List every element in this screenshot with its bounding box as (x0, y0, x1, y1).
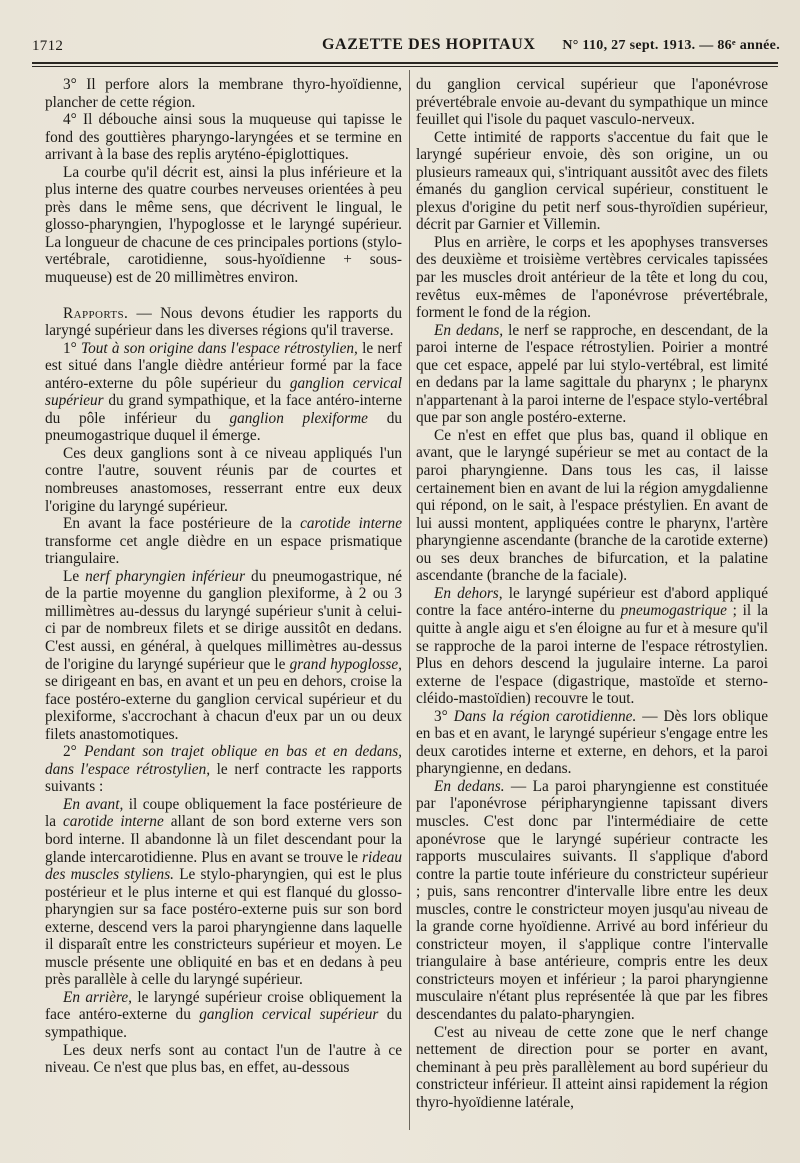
issue-line: N° 110, 27 sept. 1913. — 86ᵉ année. (562, 38, 780, 53)
paragraph: Ce n'est en effet que plus bas, quand il oblique en avant, que le laryngé supérieur se met au contact de la paroi pharyngienne. Dans tous les cas, il laisse certainement bien en avant de lui la région amygdalienne qui répond, on le sait, à l'espace préstylien. En avant de lui aussi montent, appliquées contre le pharynx, l'artère pharyngienne ascendante (branche de la carotide externe) ou ses deux branches de bifurcation, et la palatine ascendante (branche de la faciale). (416, 426, 768, 585)
paragraph: 4° Il débouche ainsi sous la muqueuse qui tapisse le fond des gouttières pharyngo-laryngées et se termine en arrivant à la base des replis aryténo-épiglottiques. (45, 111, 402, 164)
paragraph: En dedans. — La paroi pharyngienne est constituée par l'aponévrose péripharyngienne tapissant divers muscles. C'est donc par l'intermédiaire de cette aponévrose que le laryngé supérieur contracte les rapports musculaires suivants. Il s'applique d'abord contre la partie toute inférieure du constricteur supérieur ; puis, sans rencontrer d'intervalle libre entre les deux muscles, contre le constricteur moyen jusqu'au niveau de la grande corne hyoïdienne. Arrivé au bord inférieur du constricteur moyen, il s'applique contre l'intervalle triangulaire à base antérieure, compris entre les deux constricteurs moyen et inférieur ; la paroi pharyngienne musculaire n'étant plus représentée là que par les fibres descendantes du palato-pharyngien. (416, 777, 768, 1023)
left-column (45, 76, 402, 1077)
section-heading: Rapports. (63, 304, 129, 322)
page-number: 1712 (32, 38, 64, 54)
journal-title: GAZETTE DES HOPITAUX (322, 36, 536, 53)
paragraph: En avant la face postérieure de la carotide interne transforme cet angle dièdre en un espace prismatique triangulaire. (45, 515, 402, 568)
paragraph: 2° Pendant son trajet oblique en bas et en dedans, dans l'espace rétrostylien, le nerf contracte les rapports suivants : (45, 743, 402, 796)
paragraph-rapports: Rapports. — Nous devons étudier les rapports du laryngé supérieur dans les diverses régions qu'il traverse. (45, 304, 402, 340)
paragraph: En dehors, le laryngé supérieur est d'abord appliqué contre la face antéro-interne du pneumogastrique ; il la quitte à angle aigu et s'en éloigne au fur et à mesure qu'il se rapproche de la paroi interne de l'espace rétrostylien. Plus en dehors descend la jugulaire interne. La paroi externe de l'espace (digastrique, mastoïde et sterno-cléido-mastoïdien) recouvre le tout. (416, 584, 768, 708)
paragraph: 1° Tout à son origine dans l'espace rétrostylien, le nerf est situé dans l'angle dièdre antérieur formé par la face antéro-externe du pôle supérieur du ganglion cervical supérieur du grand sympathique, et la face antéro-interne du pôle inférieur du ganglion plexiforme du pneumogastrique duquel il émerge. (45, 339, 402, 445)
paragraph: En avant, il coupe obliquement la face postérieure de la carotide interne allant de son bord externe vers son bord interne. Il abandonne là un filet descendant pour la glande intercarotidienne. Plus en avant se trouve le rideau des muscles styliens. Le stylo-pharyngien, qui est le plus postérieur et le plus interne et qui est flanqué du glosso-pharyngien sur sa face postéro-externe puis sur son bord externe, descend vers la paroi pharyngienne dans laquelle il disparaît entre les constricteurs supérieur et moyen. Le muscle présente une obliquité en bas et en dedans à peu près parallèle à celle du laryngé supérieur. (45, 795, 403, 989)
paragraph: du ganglion cervical supérieur que l'aponévrose prévertébrale envoie au-devant du sympathique un mince feuillet qui l'isole du paquet vasculo-nerveux. (416, 76, 768, 129)
header-rule-thin (32, 66, 778, 67)
paragraph: C'est au niveau de cette zone que le nerf change nettement de direction pour se porter en avant, cheminant à peu près parallèlement au bord supérieur du constricteur inférieur. Il atteint ainsi rapidement la région thyro-hyoïdienne latérale, (416, 1023, 768, 1111)
paragraph: La courbe qu'il décrit est, ainsi la plus inférieure et la plus interne des quatre courbes nerveuses orientées à peu près dans le même sens, que décrivent le lingual, le glosso-pharyngien, l'hypoglosse et le laryngé supérieur. La longueur de chacune de ces principales portions (stylo-vertébrale, carotidienne, sous-hyoïdienne + sous-muqueuse) est de 20 millimètres environ. (45, 163, 402, 287)
header-rule-thick (32, 62, 778, 64)
paragraph: 3° Il perfore alors la membrane thyro-hyoïdienne, plancher de cette région. (45, 76, 402, 111)
paragraph: Ces deux ganglions sont à ce niveau appliqués l'un contre l'autre, souvent réunis par de courtes et nombreuses anastomoses, resserrant entre eux deux l'origine du laryngé supérieur. (45, 444, 402, 515)
paragraph: En arrière, le laryngé supérieur croise obliquement la face antéro-externe du ganglion cervical supérieur du sympathique. (45, 988, 402, 1041)
paragraph: Plus en arrière, le corps et les apophyses transverses des deuxième et troisième vertèbres cervicales tapissées par les muscles droit antérieur de la tête et long du cou, revêtus eux-mêmes de l'aponévrose prévertébrale, forment le fond de la région. (416, 233, 768, 322)
paragraph: Le nerf pharyngien inférieur du pneumogastrique, né de la partie moyenne du ganglion plexiforme, à 2 ou 3 millimètres au-dessus du laryngé supérieur s'unit à celui-ci par de nombreux filets et se dirige aussitôt en dedans. C'est aussi, en général, à quelques millimètres au-dessus de l'origine du laryngé supérieur que le grand hypoglosse, se dirigeant en bas, en avant et un peu en dehors, croise la face postéro-externe du ganglion cervical supérieur et du plexiforme, s'accrochant à chacun d'eux par un ou deux filets anastomotiques. (45, 567, 402, 743)
paragraph: 3° Dans la région carotidienne. — Dès lors oblique en bas et en avant, le laryngé supérieur s'engage entre les deux carotides interne et externe, en dehors, et la paroi pharyngienne, en dedans. (416, 707, 768, 778)
paragraph: Cette intimité de rapports s'accentue du fait que le laryngé supérieur envoie, dès son origine, un ou plusieurs rameaux qui, s'intriquant aussitôt avec des filets émanés du ganglion cervical supérieur, constituent le plexus d'origine du petit nerf sous-thyroïdien supérieur, décrit par Garnier et Villemin. (416, 128, 768, 234)
right-column (416, 76, 768, 1111)
paragraph: En dedans, le nerf se rapproche, en descendant, de la paroi interne de l'espace rétrostylien. Poirier a montré que cet espace, appelé par lui stylo-vertébral, est limité en dedans par la lame sagittale du pharynx ; le pharynx n'appartenant à la paroi interne de l'espace stylo-vertébral que par son angle postéro-externe. (416, 321, 769, 427)
page-header (32, 36, 790, 60)
column-divider (409, 70, 410, 1130)
paragraph: Les deux nerfs sont au contact l'un de l'autre à ce niveau. Ce n'est que plus bas, en effet, au-dessous (45, 1041, 402, 1077)
